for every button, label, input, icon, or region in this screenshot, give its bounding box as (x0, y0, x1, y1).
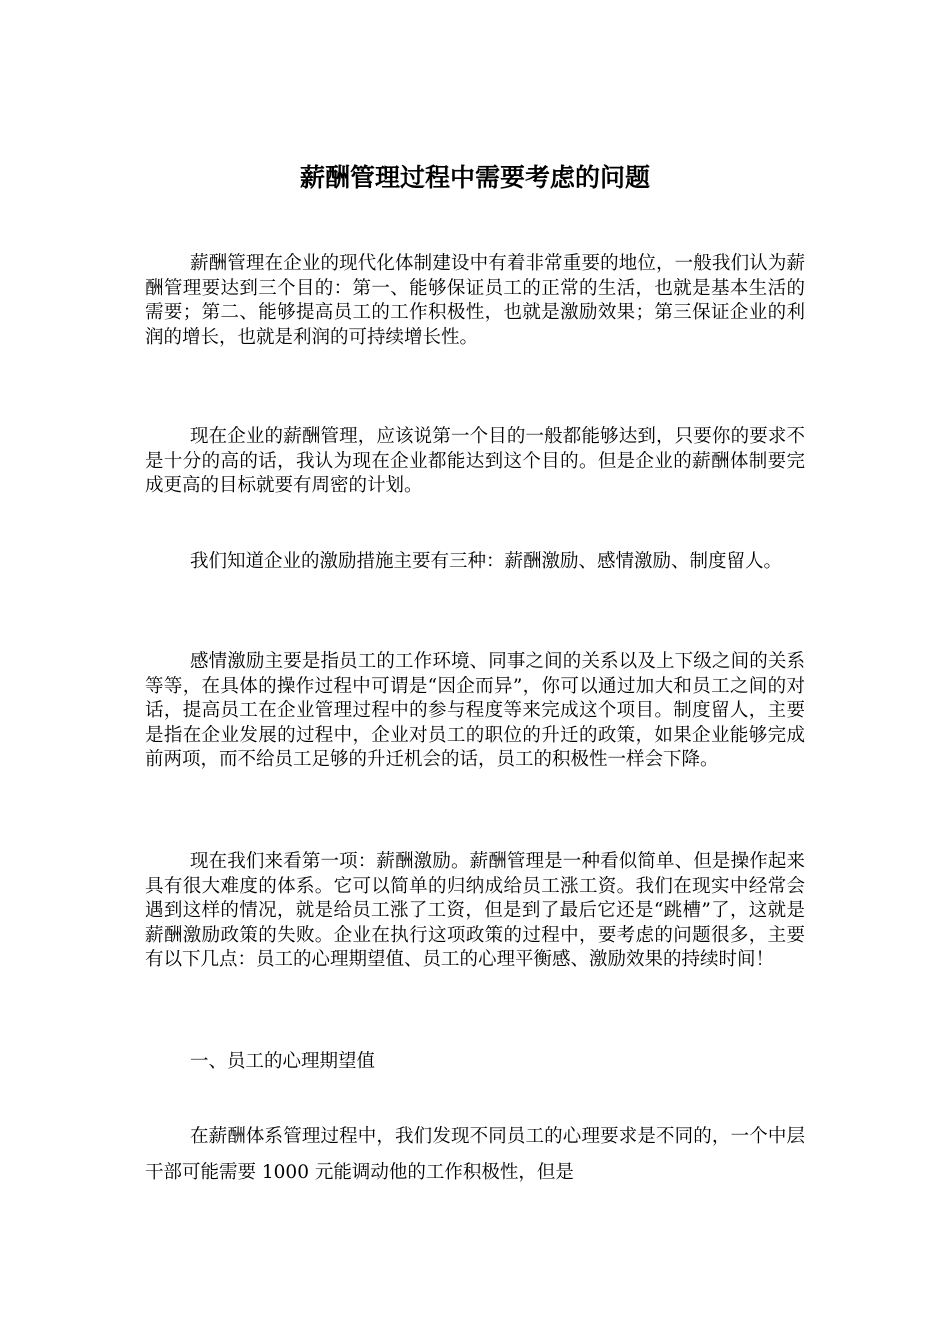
paragraph-6: 在薪酬体系管理过程中，我们发现不同员工的心理要求是不同的，一个中层干部可能需要 1000 元能调动他的工作积极性，但是 (145, 1126, 805, 1183)
paragraph-2: 现在企业的薪酬管理，应该说第一个目的一般都能够达到，只要你的要求不是十分的高的话，我认为现在企业都能达到这个目的。但是企业的薪酬体制要完成更高的目标就要有周密的计划。 (145, 426, 805, 496)
document-page (145, 0, 805, 1344)
paragraph-4: 感情激励主要是指员工的工作环境、同事之间的关系以及上下级之间的关系等等，在具体的操作过程中可谓是“因企而异”，你可以通过加大和员工之间的对话，提高员工在企业管理过程中的参与程度等来完成这个项目。制度留人，主要是指在企业发展的过程中，企业对员工的职位的升迁的政策，如果企业能够完成前两项，而不给员工足够的升迁机会的话，员工的积极性一样会下降。 (145, 651, 805, 770)
section-heading: 一、员工的心理期望值 (190, 1051, 376, 1072)
document-title: 薪酬管理过程中需要考虑的问题 (299, 163, 650, 192)
paragraph-3: 我们知道企业的激励措施主要有三种：薪酬激励、感情激励、制度留人。 (190, 551, 783, 572)
paragraph-1: 薪酬管理在企业的现代化体制建设中有着非常重要的地位，一般我们认为薪酬管理要达到三个目的：第一、能够保证员工的正常的生活，也就是基本生活的需要；第二、能够提高员工的工作积极性，也就是激励效果；第三保证企业的利润的增长，也就是利润的可持续增长性。 (145, 253, 805, 348)
paragraph-5: 现在我们来看第一项：薪酬激励。薪酬管理是一种看似简单、但是操作起来具有很大难度的体系。它可以简单的归纳成给员工涨工资。我们在现实中经常会遇到这样的情况，就是给员工涨了工资，但是到了最后它还是“跳槽”了，这就是薪酬激励政策的失败。企业在执行这项政策的过程中，要考虑的问题很多，主要有以下几点：员工的心理期望值、员工的心理平衡感、激励效果的持续时间！ (145, 851, 805, 970)
